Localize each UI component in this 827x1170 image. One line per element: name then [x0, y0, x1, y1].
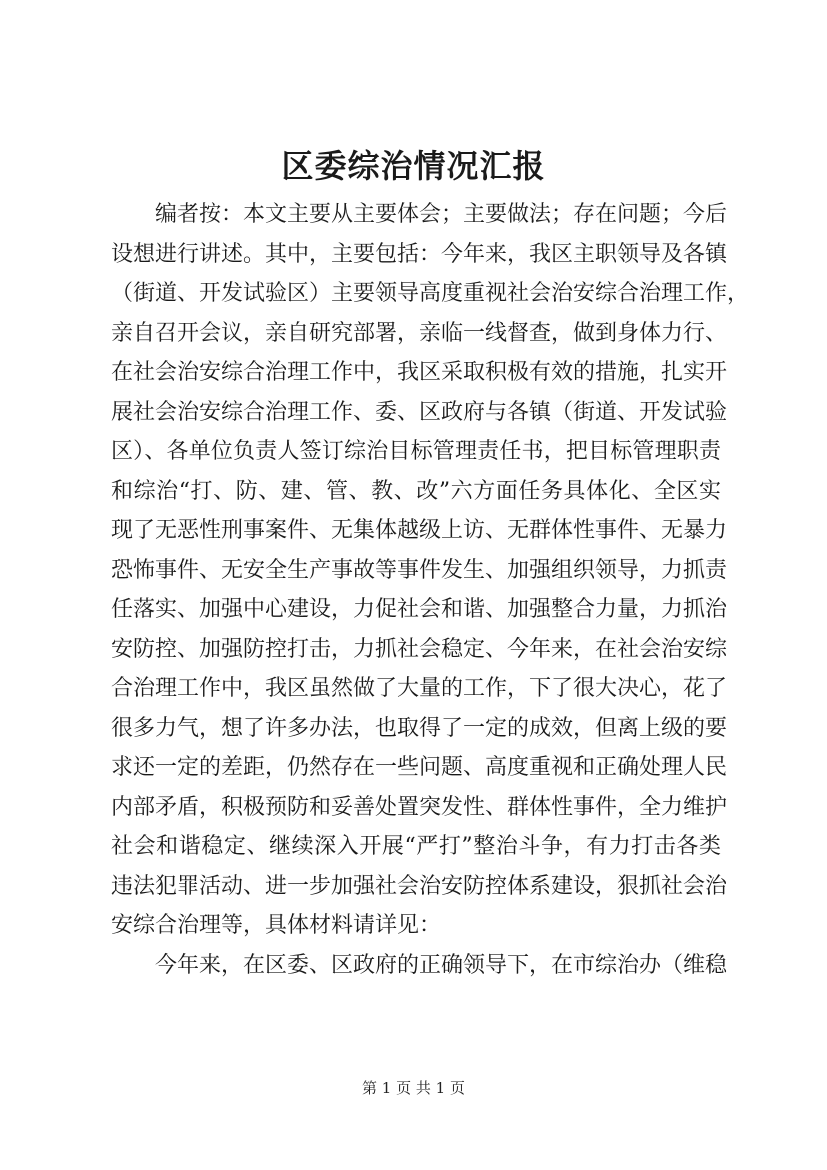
body-line: 今年来，在区委、区政府的正确领导下，在市综治办（维稳	[155, 952, 728, 978]
body-line: 区）、各单位负责人签订综治目标管理责任书，把目标管理职责	[111, 439, 721, 464]
body-line: 内部矛盾，积极预防和妥善处置突发性、群体性事件，全力维护	[111, 794, 728, 820]
page-number: 第 1 页 共 1 页	[362, 1079, 465, 1097]
body-line: 很多力气，想了许多办法，也取得了一定的成效，但离上级的要	[111, 715, 728, 741]
body-line: 安综合治理等，具体材料请详见：	[111, 913, 442, 938]
body-line: 安防控、加强防控打击，力抓社会稳定、今年来，在社会治安综	[111, 636, 728, 662]
body-line: 求还一定的差距，仍然存在一些问题、高度重视和正确处理人民	[111, 755, 728, 780]
document-title: 区委综治情况汇报	[281, 147, 546, 185]
body-line: （街道、开发试验区）主要领导高度重视社会治安综合治理工作，	[111, 281, 750, 306]
body-line: 社会和谐稳定、继续深入开展“严打”整治斗争，有力打击各类	[111, 834, 721, 859]
body-line: 亲自召开会议，亲自研究部署，亲临一线督查，做到身体力行、	[111, 320, 728, 346]
document-body	[111, 195, 750, 985]
body-line: 现了无恶性刑事案件、无集体越级上访、无群体性事件、无暴力	[111, 518, 728, 543]
body-line: 恐怖事件、无安全生产事故等事件发生、加强组织领导，力抓责	[111, 557, 728, 583]
body-line: 展社会治安综合治理工作、委、区政府与各镇（街道、开发试验	[111, 399, 728, 425]
body-line: 合治理工作中，我区虽然做了大量的工作，下了很大决心，花了	[111, 676, 728, 701]
body-line: 编者按：本文主要从主要体会；主要做法；存在问题；今后	[155, 202, 728, 227]
body-line: 设想进行讲述。其中，主要包括：今年来，我区主职领导及各镇	[111, 241, 728, 267]
body-line: 在社会治安综合治理工作中，我区采取积极有效的措施，扎实开	[111, 360, 728, 385]
body-line: 和综治“打、防、建、管、教、改”六方面任务具体化、全区实	[111, 478, 721, 504]
body-line: 违法犯罪活动、进一步加强社会治安防控体系建设，狠抓社会治	[111, 873, 728, 899]
body-line: 任落实、加强中心建设，力促社会和谐、加强整合力量，力抓治	[111, 597, 728, 622]
